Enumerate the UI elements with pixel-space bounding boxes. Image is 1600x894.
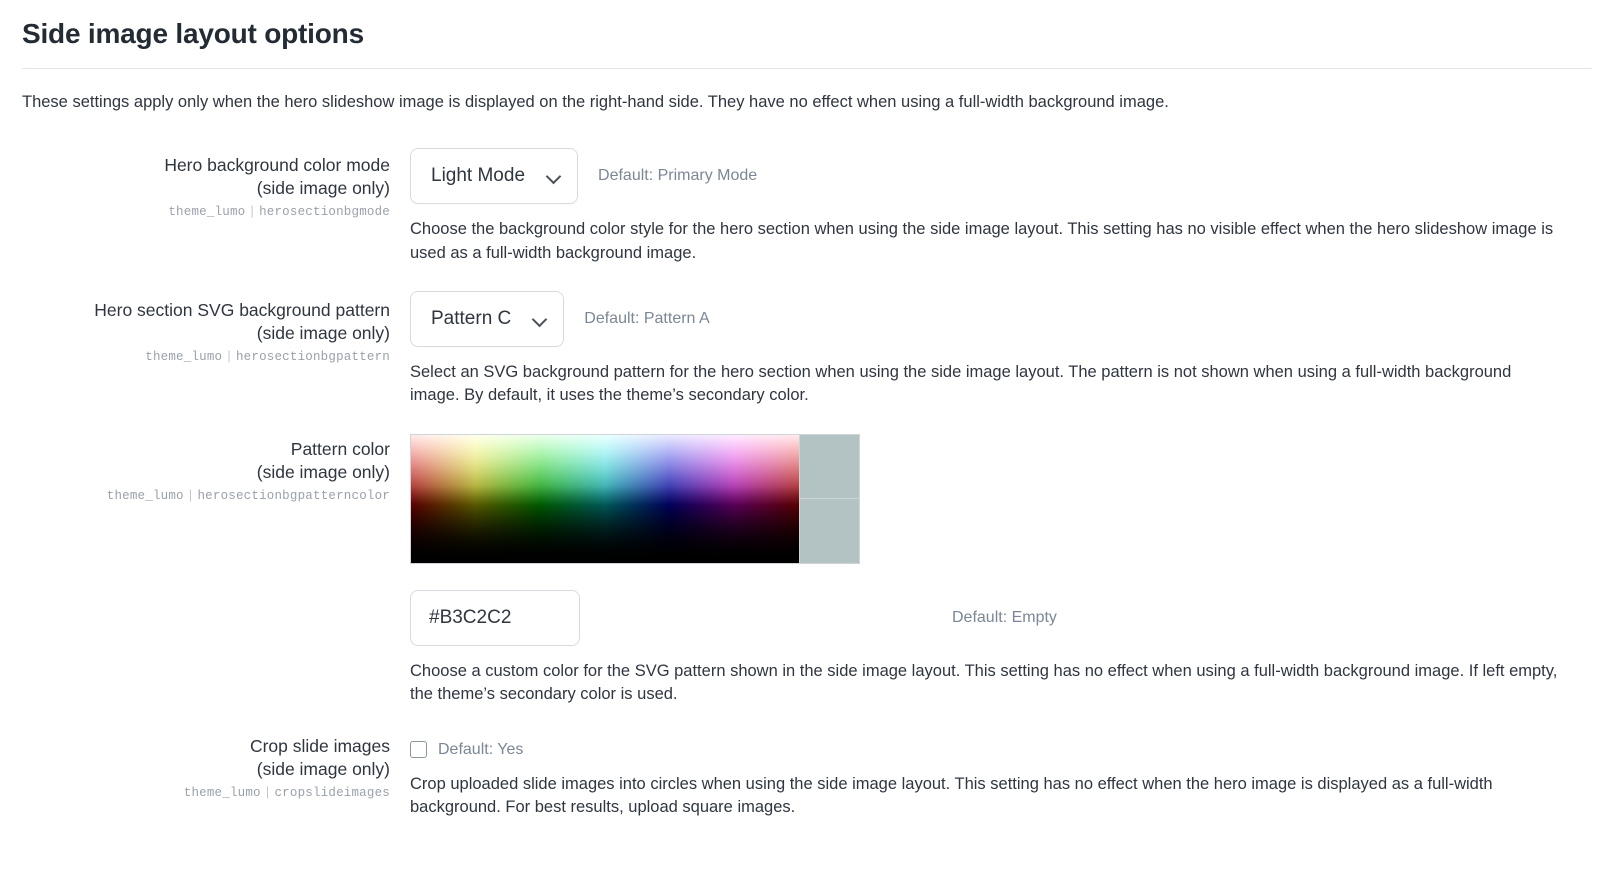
- setting-row-herosectionbgpatterncolor: [22, 434, 1578, 707]
- setting-label-line2: (side image only): [256, 461, 390, 482]
- setting-label-line1: Pattern color: [290, 438, 390, 459]
- select-value: Light Mode: [431, 165, 526, 187]
- default-note: Default: Primary Mode: [598, 167, 758, 185]
- header-divider: [22, 68, 1592, 69]
- code-separator: |: [225, 350, 233, 365]
- setting-label-block: [22, 733, 410, 800]
- setting-label-line1: Hero section SVG background pattern: [94, 299, 390, 320]
- code-separator: |: [263, 785, 272, 800]
- setting-row-cropslideimages: [22, 733, 1578, 820]
- setting-description: Select an SVG background pattern for the hero section when using the side image layout. The pattern is not shown when using a full-width background image. By default, it uses the theme’s secondary color.: [410, 362, 1512, 405]
- setting-code: [22, 205, 390, 219]
- setting-control-block: [410, 148, 1578, 265]
- setting-control-block: [410, 733, 1578, 820]
- hex-color-input[interactable]: [410, 590, 580, 646]
- crop-slide-images-checkbox[interactable]: [410, 741, 427, 758]
- chevron-down-icon: [547, 169, 561, 183]
- setting-code-theme: theme_lumo: [145, 350, 223, 365]
- setting-description: Choose a custom color for the SVG pattern shown in the side image layout. This setting has no effect when using a full-width background image. If left empty, the theme’s secondary color is used.: [410, 661, 1558, 704]
- setting-row-herosectionbgpattern: [22, 291, 1578, 408]
- setting-label-block: [22, 148, 410, 219]
- setting-code: [22, 350, 390, 364]
- settings-list: [22, 148, 1578, 819]
- setting-label-line2: (side image only): [256, 178, 390, 199]
- setting-label-block: [22, 434, 410, 503]
- setting-row-herosectionbgmode: [22, 148, 1578, 265]
- setting-code-key: herosectionbgmode: [259, 205, 390, 220]
- default-note: Default: Yes: [438, 740, 524, 758]
- setting-code-theme: theme_lumo: [106, 488, 184, 503]
- setting-code-theme: theme_lumo: [168, 205, 246, 220]
- setting-label-line1: Hero background color mode: [164, 155, 390, 176]
- color-swatch-current[interactable]: [800, 434, 860, 499]
- setting-label-block: [22, 291, 410, 364]
- checkbox-row: [410, 733, 1578, 759]
- setting-code: [22, 489, 390, 503]
- setting-code-key: herosectionbgpatterncolor: [197, 488, 390, 503]
- setting-label-line1: Crop slide images: [249, 735, 390, 756]
- color-swatch-column: [800, 434, 860, 564]
- setting-code: [22, 786, 390, 800]
- code-separator: |: [248, 205, 257, 220]
- chevron-down-icon: [533, 312, 547, 326]
- setting-code-theme: theme_lumo: [183, 785, 261, 800]
- setting-code-key: herosectionbgpattern: [235, 350, 390, 365]
- select-hero-bg-mode[interactable]: [410, 148, 578, 204]
- setting-code-key: cropslideimages: [274, 785, 390, 800]
- default-note: Default: Pattern A: [584, 309, 710, 327]
- setting-label-line2: (side image only): [256, 323, 390, 344]
- setting-label-line2: (side image only): [256, 758, 390, 779]
- white-gradient-overlay: [411, 435, 799, 563]
- control-line: [410, 291, 1578, 347]
- color-swatch-previous[interactable]: [800, 499, 860, 564]
- default-note: Default: Empty: [952, 608, 1057, 626]
- setting-description: Crop uploaded slide images into circles when using the side image layout. This setting has no effect when the hero image is displayed as a full-width background. For best results, upload square images.: [410, 774, 1493, 817]
- select-hero-bg-pattern[interactable]: [410, 291, 564, 347]
- black-gradient-overlay: [411, 435, 799, 563]
- hex-row: [410, 590, 1578, 646]
- setting-control-block: [410, 291, 1578, 408]
- select-value: Pattern C: [431, 307, 512, 329]
- setting-description: Choose the background color style for the hero section when using the side image layout. This setting has no visible effect when the hero slideshow image is used as a full-width background image.: [410, 220, 1554, 262]
- code-separator: |: [186, 488, 195, 503]
- intro-text: These settings apply only when the hero slideshow image is displayed on the right-hand side. They have no effect when using a full-width background image.: [22, 93, 1169, 111]
- color-saturation-field[interactable]: [410, 434, 800, 564]
- setting-control-block: [410, 434, 1578, 707]
- page-title: Side image layout options: [22, 18, 364, 49]
- color-picker[interactable]: [410, 434, 1578, 564]
- control-line: [410, 148, 1578, 204]
